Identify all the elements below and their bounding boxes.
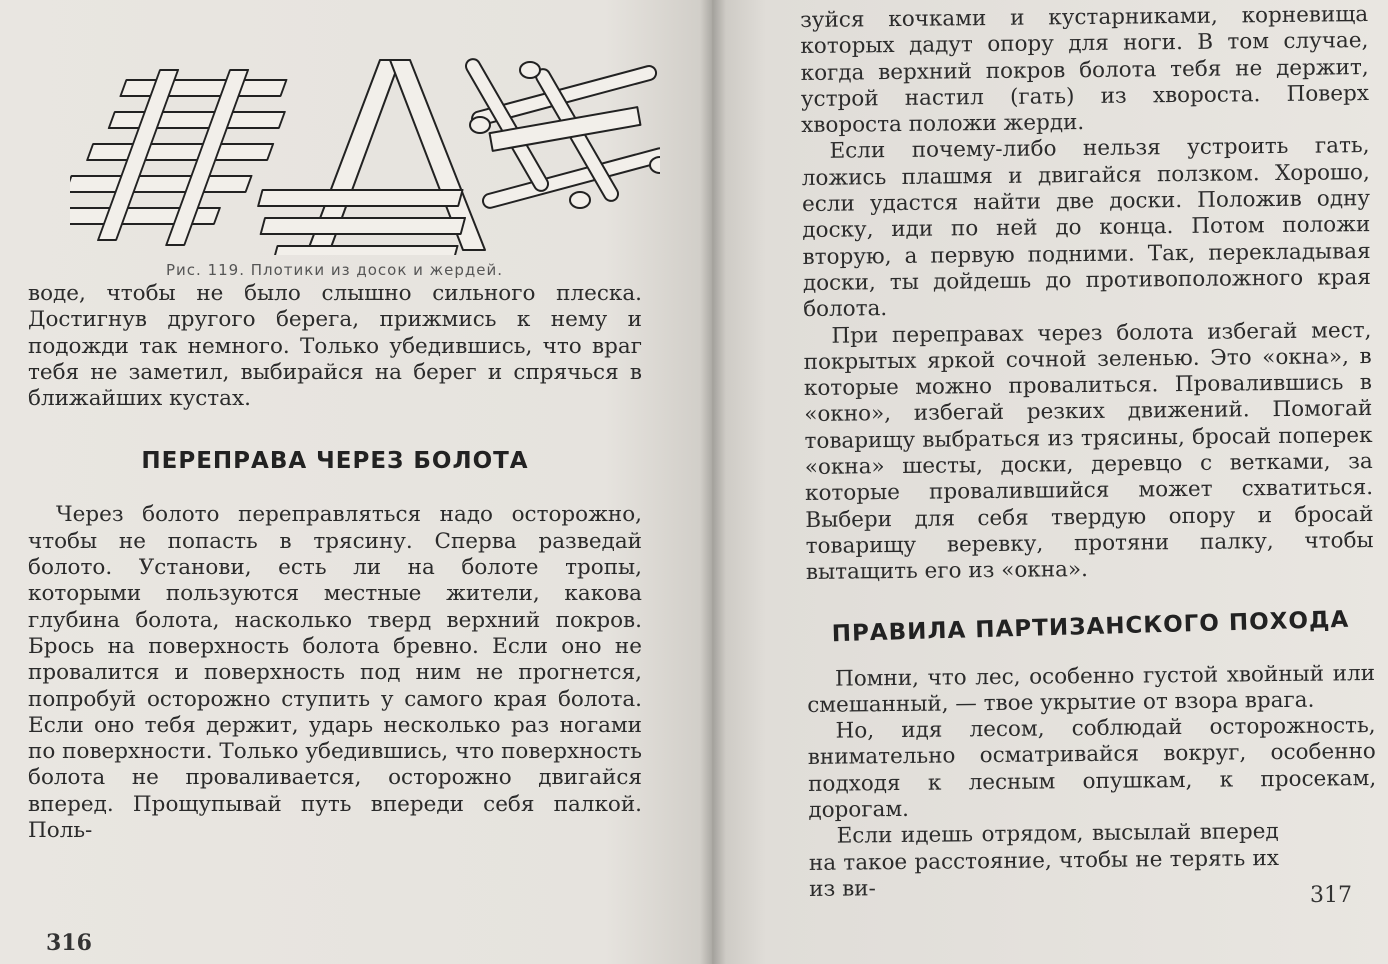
- right-page: [712, 0, 1388, 964]
- right-paragraph-4: Помни, что лес, особенно густой хвойный или смешанный, — твое укрытие от взора врага.: [807, 660, 1376, 718]
- rafts-drawing-icon: [70, 30, 660, 255]
- right-paragraph-6: Если идешь отрядом, высылай вперед на такое расстояние, чтобы не терять их из ви-: [808, 819, 1280, 902]
- right-paragraph-2: Если почему-либо нельзя устроить гать, ложись плашмя и двигайся ползком. Хорошо, если удастся найти две доски. Положив одну доску, иди по ней до конца. Потом положи вторую, а первую подними. Так, перекладывая доски, ты дойдешь до противоположного края болота.: [801, 133, 1371, 323]
- right-paragraph-1: зуйся кочками и кустарниками, корневища которых дадут опору для ноги. В том случае, когда верхний покров болота тебя не держит, устрой настил (гать) из хвороста. Поверх хвороста положи жерди.: [800, 2, 1370, 139]
- section-heading-partisan-rules: ПРАВИЛА ПАРТИЗАНСКОГО ПОХОДА: [831, 606, 1350, 647]
- figure-caption: Рис. 119. Плотики из досок и жердей.: [166, 261, 504, 279]
- page-number-right: 317: [1310, 883, 1352, 908]
- left-paragraph-2: Через болото переправляться надо осторожно, чтобы не попасть в трясину. Сперва разведай болото. Установи, есть ли на болоте тропы, которыми пользуются местные жители, какова глубина болота, насколько тверд верхний покров. Брось на поверхность болота бревно. Если оно не провалится и поверхность под ним не прогнется, попробуй осторожно ступить у самого края болота. Если оно тебя держит, ударь несколько раз ногами по поверхности. Только убедившись, что поверхность болота не проваливается, осторожно двигайся вперед. Прощупывай путь впереди себя палкой. Поль-: [28, 502, 642, 844]
- page-number-left: 316: [46, 930, 92, 956]
- left-paragraph-1: воде, чтобы не было слышно сильного плеска. Достигнув другого берега, прижмись к нему и подожди так немного. Только убедившись, что враг тебя не заметил, выбирайся на берег и спрячься в ближайших кустах.: [28, 281, 642, 412]
- right-paragraph-3: При переправах через болота избегай мест, покрытых яркой сочной зеленью. Это «окна», в которые можно провалиться. Провалившись в «окно», избегай резких движений. Помогай товарищу выбраться из трясины, бросай поперек «окна» шесты, доски, деревцо с ветками, за которые провалившийся может схватиться. Выбери для себя твердую опору и бросай товарищу веревку, протяни палку, чтобы вытащить его из «окна».: [803, 317, 1374, 586]
- rafts-illustration: [70, 30, 660, 279]
- right-paragraph-5: Но, идя лесом, соблюдай осторожность, внимательно осматривайся вокруг, особенно подходя к лесным опушкам, к просекам, дорогам.: [807, 713, 1377, 823]
- book-gutter: [700, 0, 726, 964]
- section-heading-swamp-crossing: ПЕРЕПРАВА ЧЕРЕЗ БОЛОТА: [141, 448, 529, 475]
